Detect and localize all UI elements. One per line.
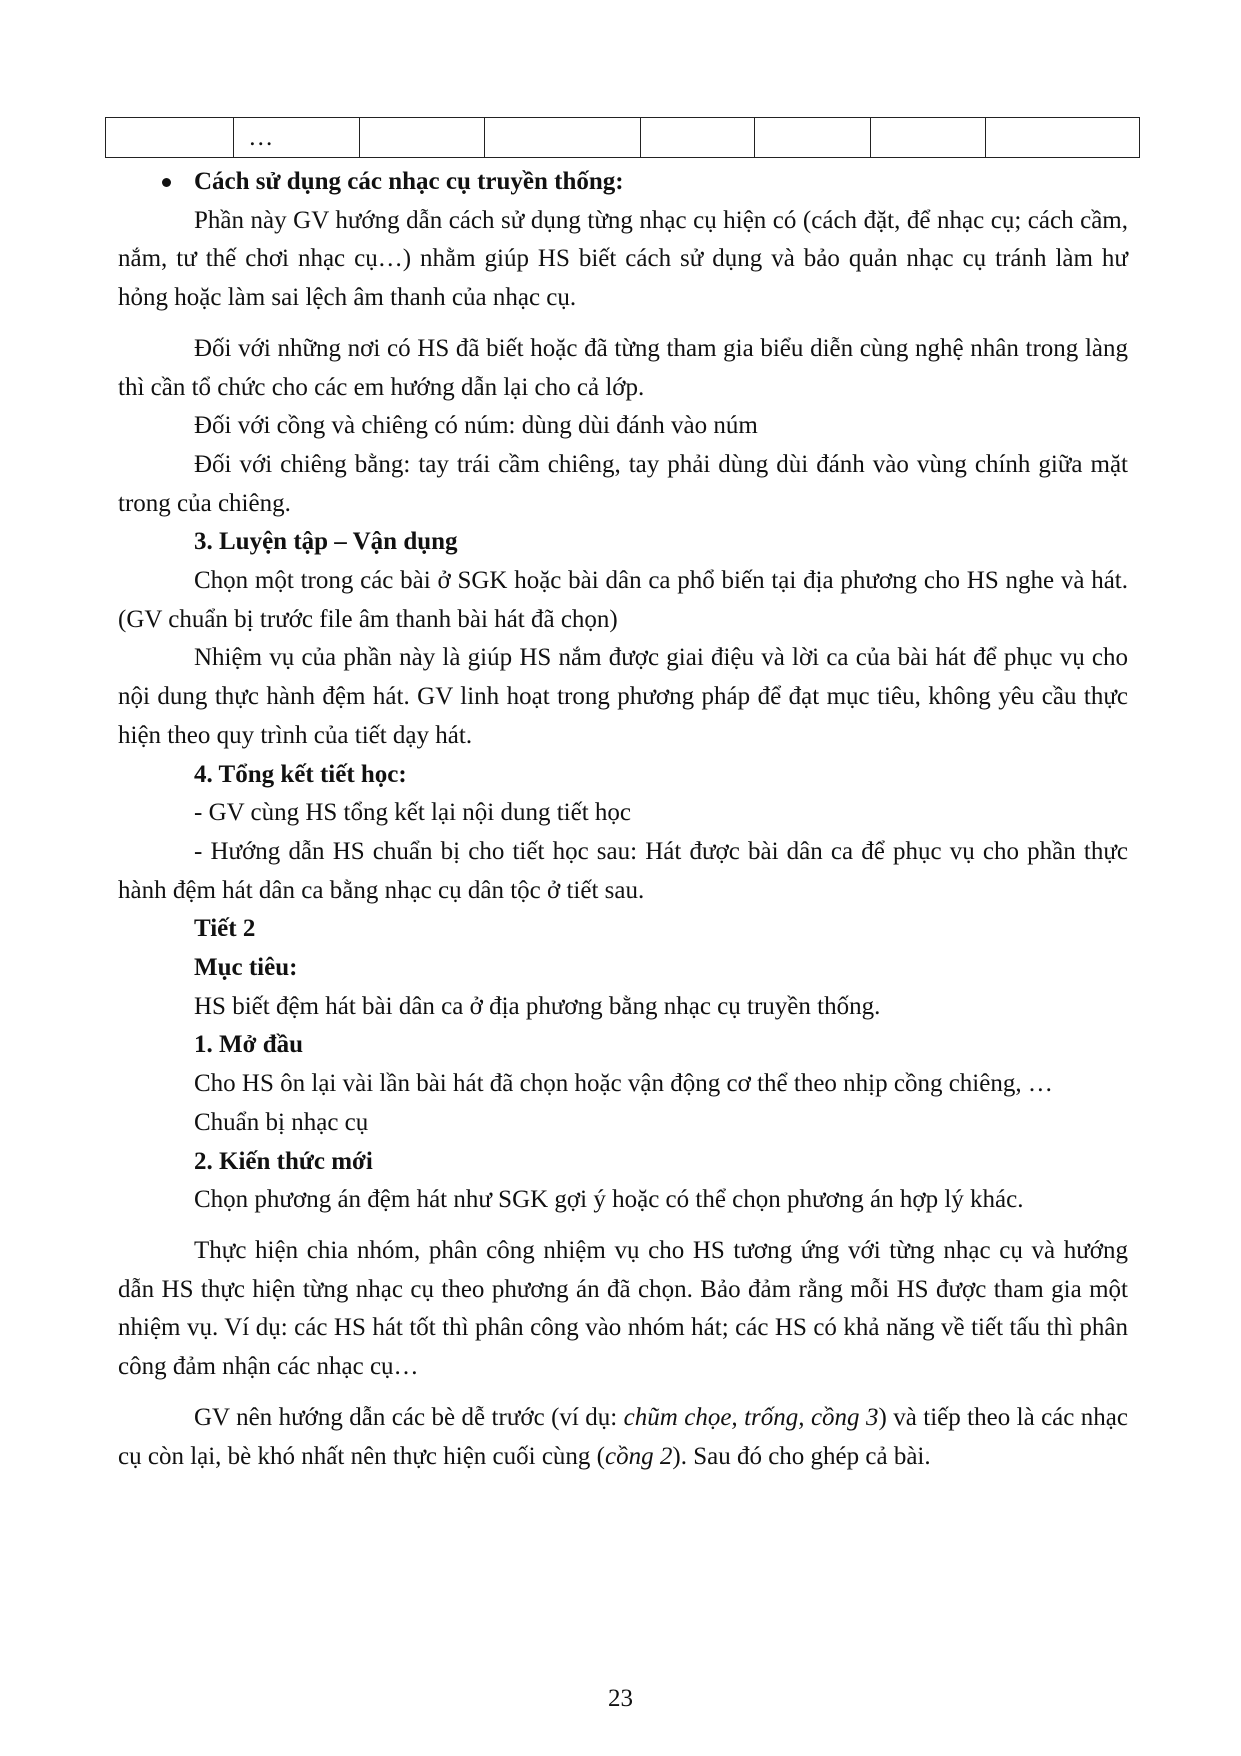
paragraph: Đối với chiêng bằng: tay trái cầm chiêng, tay phải dùng dùi đánh vào vùng chính giữa mặt trong của chiêng.: [118, 450, 1128, 517]
table-cell: [641, 118, 755, 158]
table-cell: [871, 118, 986, 158]
instrument-names: chũm chọe, trống, cồng 3: [623, 1403, 879, 1431]
paragraph: Đối với những nơi có HS đã biết hoặc đã từng tham gia biểu diễn cùng nghệ nhân trong làng thì cần tổ chức cho các em hướng dẫn lại cho cả lớp.: [118, 334, 1128, 401]
table-cell: …: [234, 118, 360, 158]
bullet-heading-text: Cách sử dụng các nhạc cụ truyền thống:: [194, 168, 624, 195]
paragraph: Đối với cồng và chiêng có núm: dùng dùi đánh vào núm: [194, 412, 758, 440]
table-cell: [755, 118, 871, 158]
table-cell: [485, 118, 641, 158]
section-heading: Tiết 2: [194, 915, 256, 943]
section-heading: 4. Tổng kết tiết học:: [194, 760, 407, 788]
table-row: [106, 118, 1140, 158]
paragraph-text: ). Sau đó cho ghép cả bài.: [672, 1442, 931, 1470]
paragraph: Chọn phương án đệm hát như SGK gợi ý hoặc có thể chọn phương án hợp lý khác.: [194, 1186, 1024, 1214]
paragraph: Thực hiện chia nhóm, phân công nhiệm vụ cho HS tương ứng với từng nhạc cụ và hướng dẫn HS thực hiện từng nhạc cụ theo phương án đã chọn. Bảo đảm rằng mỗi HS được tham gia một nhiệm vụ. Ví dụ: các HS hát tốt thì phân công vào nhóm hát; các HS có khả năng về tiết tấu thì phân công đảm nhận các nhạc cụ…: [118, 1236, 1128, 1381]
paragraph-text: GV nên hướng dẫn các bè dễ trước (ví dụ:: [194, 1403, 624, 1431]
paragraph-text: ) và tiếp theo là các nhạc cụ còn lại, bè khó nhất nên thực hiện cuối cùng (: [118, 1403, 1128, 1470]
section-heading: Mục tiêu:: [194, 954, 298, 982]
summary-table-fragment: [105, 117, 1140, 158]
paragraph: - Hướng dẫn HS chuẩn bị cho tiết học sau: Hát được bài dân ca để phục vụ cho phần thực hành đệm hát dân ca bằng nhạc cụ dân tộc ở tiết sau.: [118, 837, 1128, 904]
paragraph: Phần này GV hướng dẫn cách sử dụng từng nhạc cụ hiện có (cách đặt, để nhạc cụ; cách cầm, nắm, tư thế chơi nhạc cụ…) nhằm giúp HS biết cách sử dụng và bảo quản nhạc cụ tránh làm hư hỏng hoặc làm sai lệch âm thanh của nhạc cụ.: [118, 206, 1128, 312]
paragraph: Chuẩn bị nhạc cụ: [194, 1108, 369, 1136]
paragraph: Nhiệm vụ của phần này là giúp HS nắm được giai điệu và lời ca của bài hát để phục vụ cho nội dung thực hành đệm hát. GV linh hoạt trong phương pháp để đạt mục tiêu, không yêu cầu thực hiện theo quy trình của tiết dạy hát.: [118, 644, 1128, 749]
paragraph: Cho HS ôn lại vài lần bài hát đã chọn hoặc vận động cơ thể theo nhịp cồng chiêng, …: [194, 1070, 1053, 1098]
section-heading: 1. Mở đầu: [194, 1031, 303, 1059]
paragraph: - GV cùng HS tổng kết lại nội dung tiết học: [194, 799, 631, 827]
bullet-dot-icon: [162, 178, 171, 187]
instrument-name: cồng 2: [605, 1442, 673, 1470]
paragraph: HS biết đệm hát bài dân ca ở địa phương bằng nhạc cụ truyền thống.: [194, 992, 881, 1020]
table-cell: [360, 118, 485, 158]
paragraph-ordering-example: [118, 1399, 1128, 1476]
paragraph: Chọn một trong các bài ở SGK hoặc bài dân ca phổ biến tại địa phương cho HS nghe và hát. (GV chuẩn bị trước file âm thanh bài hát đã chọn): [118, 567, 1128, 633]
table-cell: [986, 118, 1140, 158]
table-cell: [106, 118, 234, 158]
section-heading: 2. Kiến thức mới: [194, 1147, 373, 1175]
bullet-heading: [118, 163, 1128, 202]
page-number: 23: [608, 1685, 633, 1712]
document-body: [118, 163, 1128, 1476]
section-heading: 3. Luyện tập – Vận dụng: [194, 528, 458, 556]
